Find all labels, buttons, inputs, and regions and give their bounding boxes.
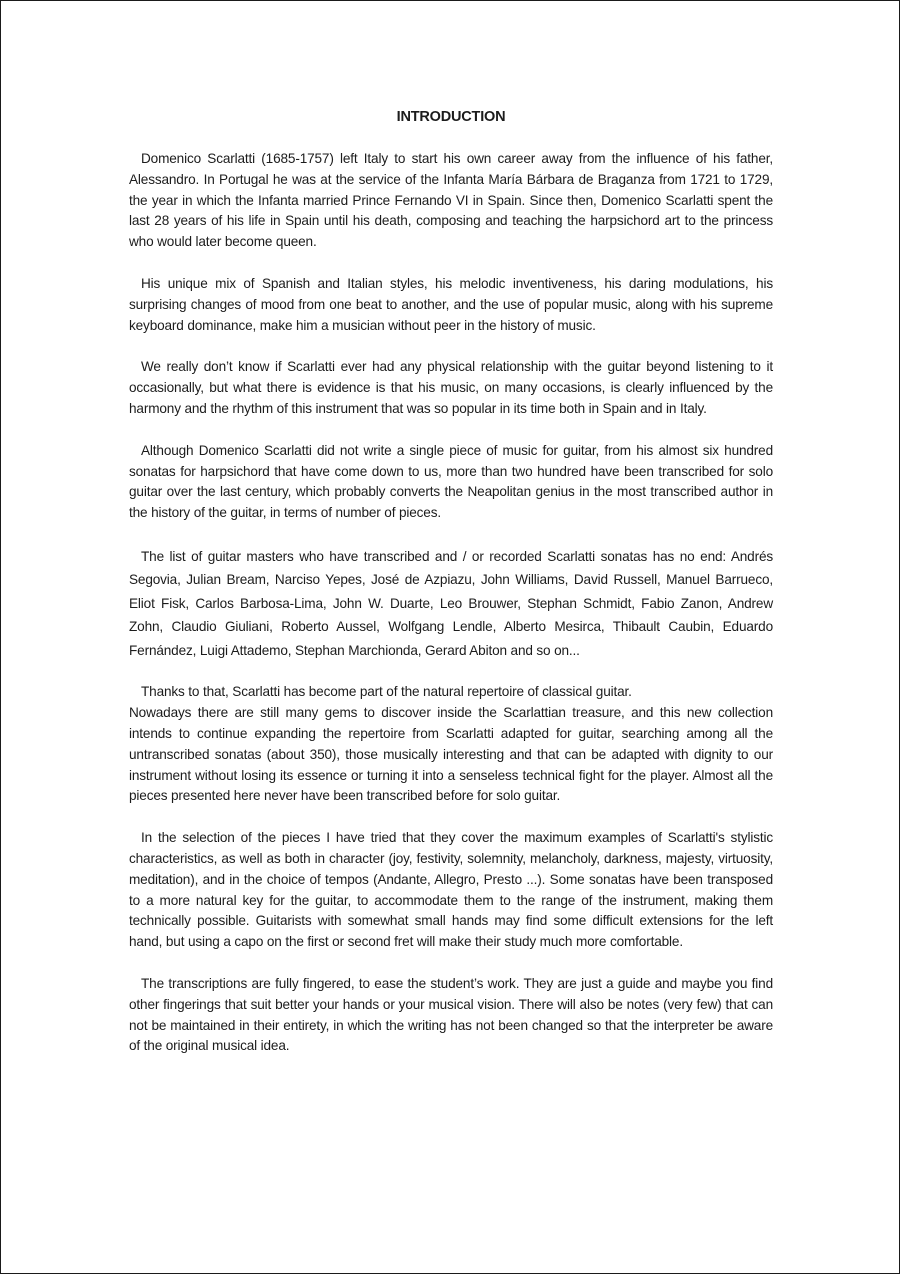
paragraph-new-collection: Nowadays there are still many gems to discover inside the Scarlattian treasure, and this new collection intends to continue expanding the repertoire from Scarlatti adapted for guitar, searching among all the untranscribed sonatas (about 350), those musically interesting and that can be adapted with dignity to our instrument without losing its essence or turning it into a senseless technical fight for the player. Almost all the pieces presented here never have been transcribed before for solo guitar. [129,705,773,804]
paragraph-guitar-masters: The list of guitar masters who have transcribed and / or recorded Scarlatti sonatas has no end: Andrés Segovia, Julian Bream, Narciso Yepes, José de Azpiazu, John Williams, David Russell, Manuel Barrueco, Eliot Fisk, Carlos Barbosa-Lima, John W. Duarte, Leo Brouwer, Stephan Schmidt, Fabio Zanon, Andrew Zohn, Claudio Giuliani, Roberto Aussel, Wolfgang Lendle, Alberto Mesirca, Thibault Caubin, Eduardo Fernández, Luigi Attademo, Stephan Marchionda, Gerard Abiton and so on... [129,548,773,658]
paragraph-guitar-relationship: We really don’t know if Scarlatti ever had any physical relationship with the guitar beyond listening to it occasionally, but what there is evidence is that his music, on many occasions, is clearly influenced by the harmony and the rhythm of this instrument that was so popular in its time both in Spain and in Italy. [129,359,773,416]
document-body [129,107,773,1078]
paragraph-scarlatti-biography: Domenico Scarlatti (1685-1757) left Italy to start his own career away from the influence of his father, Alessandro. In Portugal he was at the service of the Infanta María Bárbara de Braganza from 1721 to 1729, the year in which the Infanta married Prince Fernando VI in Spain. Since then, Domenico Scarlatti spent the last 28 years of his life in Spain until his death, composing and teaching the harpsichord art to the princess who would later become queen. [129,151,773,250]
paragraph-fingering: The transcriptions are fully fingered, to ease the student’s work. They are just a guide and maybe you find other fingerings that suit better your hands or your musical vision. There will also be notes (very few) that can not be maintained in their entirety, in which the writing has not been changed so that the interpreter be aware of the original musical idea. [129,976,773,1054]
paragraph-selection: In the selection of the pieces I have tried that they cover the maximum examples of Scarlatti's stylistic characteristics, as well as both in character (joy, festivity, solemnity, melancholy, darkness, majesty, virtuosity, meditation), and in the choice of tempos (Andante, Allegro, Presto ...). Some sonatas have been transposed to a more natural key for the guitar, to accommodate them to the range of the instrument, making them technically possible. Guitarists with somewhat small hands may find some difficult extensions for the left hand, but using a capo on the first or second fret will make their study much more comfortable. [129,830,773,950]
page-title: INTRODUCTION [396,109,506,125]
paragraph-natural-repertoire: Thanks to that, Scarlatti has become part of the natural repertoire of classical guitar. [141,684,632,700]
paragraph-unique-style: His unique mix of Spanish and Italian styles, his melodic inventiveness, his daring modulations, his surprising changes of mood from one beat to another, and the use of popular music, along with his supreme keyboard dominance, make him a musician without peer in the history of music. [129,275,773,333]
paragraph-transcriptions: Although Domenico Scarlatti did not write a single piece of music for guitar, from his almost six hundred sonatas for harpsichord that have come down to us, more than two hundred have been transcribed for solo guitar over the last century, which probably converts the Neapolitan genius in the most transcribed author in the history of the guitar, in terms of number of pieces. [129,442,773,521]
